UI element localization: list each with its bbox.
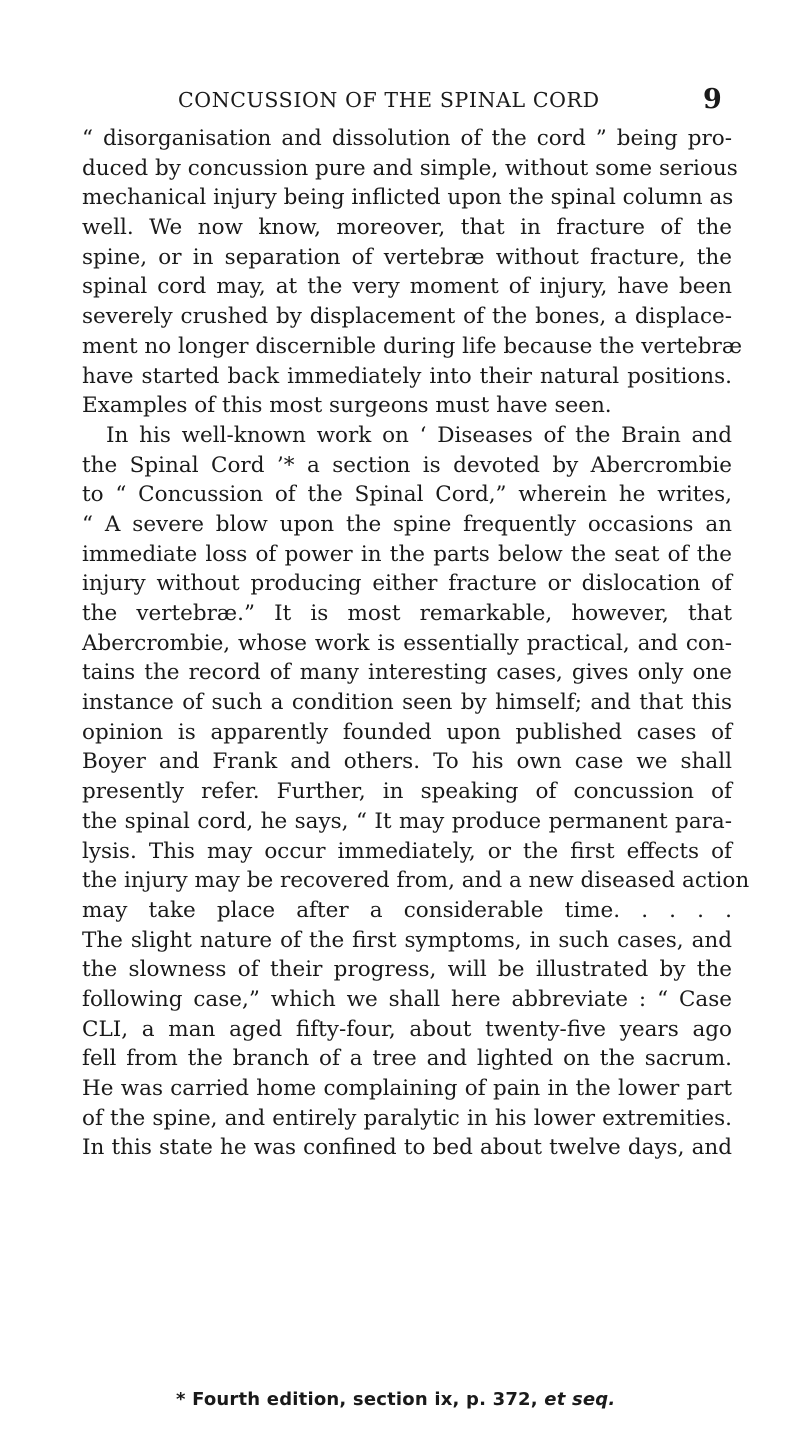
page-number: 9: [703, 84, 722, 115]
text-line: opinion is apparently founded upon published cases of: [82, 719, 732, 745]
text-line: In this state he was confined to bed about twelve days, and: [82, 1135, 732, 1161]
text-line: fell from the branch of a tree and lighted on the sacrum.: [82, 1046, 732, 1072]
text-line: may take place after a considerable time. . . . .: [82, 897, 732, 923]
text-line: spinal cord may, at the very moment of injury, have been: [82, 274, 732, 300]
text-line: duced by concussion pure and simple, without some serious: [82, 155, 738, 181]
text-line: Abercrombie, whose work is essentially practical, and con-: [82, 630, 732, 656]
text-line: of the spine, and entirely paralytic in his lower extremities.: [82, 1105, 732, 1131]
footnote-text: * Fourth edition, section ix, p. 372,: [176, 1389, 545, 1410]
text-line: the injury may be recovered from, and a new diseased action: [82, 868, 750, 894]
text-line: CLI, a man aged fifty-four, about twenty-five years ago: [82, 1016, 732, 1042]
text-line: instance of such a condition seen by himself; and that this: [82, 690, 732, 716]
text-line: spine, or in separation of vertebræ without fracture, the: [82, 244, 732, 270]
text-line: the vertebræ.” It is most remarkable, however, that: [82, 601, 732, 626]
text-line: presently refer. Further, in speaking of concussion of: [82, 779, 732, 805]
text-line: tains the record of many interesting cases, gives only one: [82, 660, 732, 686]
text-line: injury without producing either fracture or dislocation of: [82, 571, 732, 597]
text-line: the slowness of their progress, will be illustrated by the: [82, 957, 732, 983]
text-line: the spinal cord, he says, “ It may produce permanent para-: [82, 808, 732, 834]
text-line: mechanical injury being inflicted upon the spinal column as: [82, 185, 734, 211]
text-line: have started back immediately into their natural positions.: [82, 363, 732, 389]
text-line: immediate loss of power in the parts below the seat of the: [82, 541, 732, 567]
text-line: following case,” which we shall here abbreviate : “ Case: [82, 986, 732, 1012]
text-line: “ disorganisation and dissolution of the cord ” being pro-: [82, 126, 732, 151]
text-line: lysis. This may occur immediately, or the first effects of: [82, 838, 732, 864]
footnote: [176, 1389, 615, 1410]
running-head: [0, 84, 800, 118]
body-text: [82, 124, 750, 1163]
footnote-emphasis: et seq.: [544, 1389, 616, 1410]
text-line: “ A severe blow upon the spine frequently occasions an: [82, 511, 732, 537]
text-line: well. We now know, moreover, that in fracture of the: [82, 215, 732, 241]
running-title: CONCUSSION OF THE SPINAL CORD: [178, 88, 600, 112]
text-line: to “ Concussion of the Spinal Cord,” wherein he writes,: [82, 482, 732, 508]
text-line: In his well-known work on ‘ Diseases of the Brain and: [106, 422, 732, 448]
text-line: The slight nature of the first symptoms, in such cases, and: [82, 927, 732, 953]
text-line: Examples of this most surgeons must have seen.: [82, 393, 612, 419]
text-line: He was carried home complaining of pain in the lower part: [82, 1076, 732, 1101]
text-line: severely crushed by displacement of the bones, a displace-: [82, 304, 732, 330]
text-line: Boyer and Frank and others. To his own case we shall: [82, 749, 732, 775]
text-line: ment no longer discernible during life because the vertebræ: [82, 333, 743, 359]
text-line: the Spinal Cord ’* a section is devoted by Abercrombie: [82, 452, 732, 478]
